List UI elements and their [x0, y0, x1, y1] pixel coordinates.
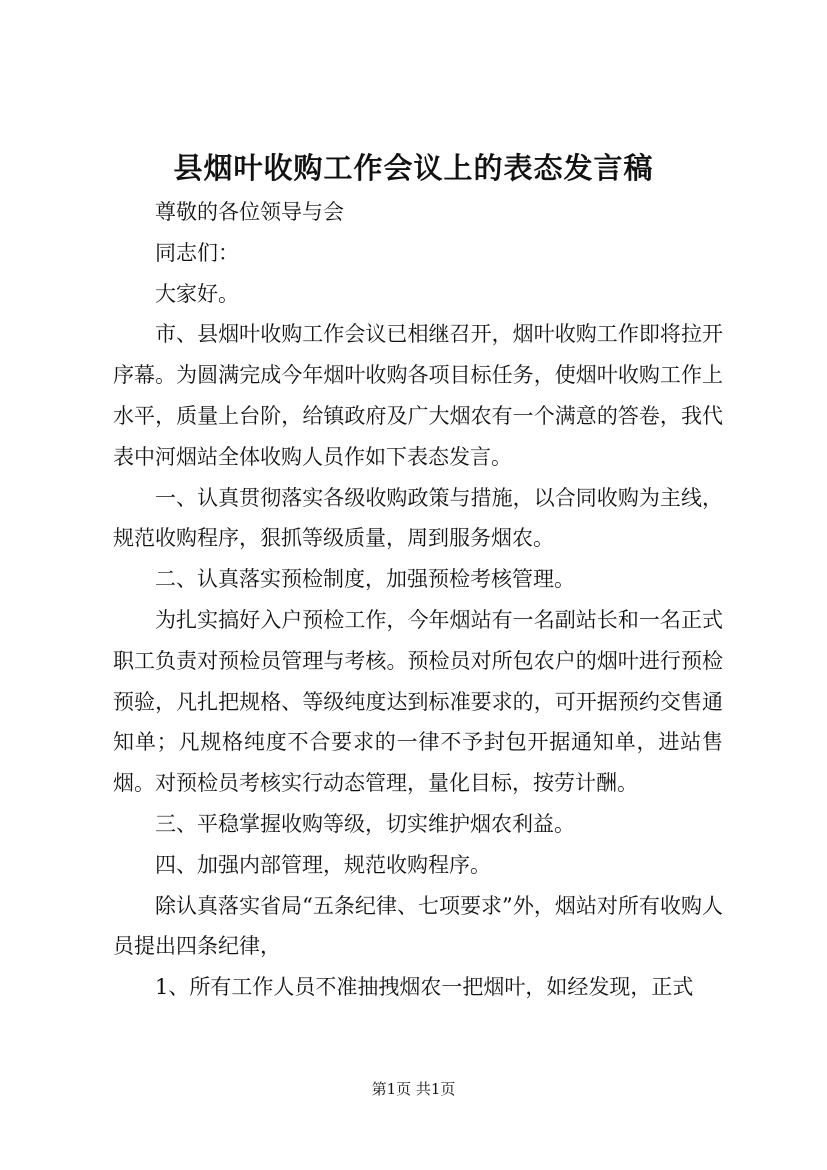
greeting: 大家好。 [155, 281, 239, 306]
paragraph-discipline: 除认真落实省局“五条纪律、七项要求”外，烟站对所有收购人员提出四条纪律， [113, 893, 723, 959]
paragraph-point-2: 二、认真落实预检制度，加强预检考核管理。 [155, 567, 575, 592]
salutation-line-2: 同志们： [155, 240, 239, 265]
paragraph-point-1: 一、认真贯彻落实各级收购政策与措施，以合同收购为主线，规范收购程序，狠抓等级质量，周到服务烟农。 [113, 485, 723, 551]
page-footer: 第1页 共1页 [371, 1080, 456, 1098]
paragraph-intro: 市、县烟叶收购工作会议已相继召开，烟叶收购工作即将拉开序幕。为圆满完成今年烟叶收购各项目标任务，使烟叶收购工作上水平，质量上台阶，给镇政府及广大烟农有一个满意的答卷，我代表中河烟站全体收购人员作如下表态发言。 [113, 322, 723, 469]
salutation-line-1: 尊敬的各位领导与会 [155, 200, 344, 224]
paragraph-rule-1: 1、所有工作人员不准抽拽烟农一把烟叶，如经发现，正式 [155, 975, 694, 1000]
paragraph-point-3: 三、平稳掌握收购等级，切实维护烟农利益。 [155, 811, 575, 836]
paragraph-precheck: 为扎实搞好入户预检工作，今年烟站有一名副站长和一名正式职工负责对预检员管理与考核。预检员对所包农户的烟叶进行预检预验，凡扎把规格、等级纯度达到标准要求的，可开据预约交售通知单；凡规格纯度不合要求的一律不予封包开据通知单，进站售烟。对预检员考核实行动态管理，量化目标，按劳计酬。 [113, 607, 723, 796]
document-title: 县烟叶收购工作会议上的表态发言稿 [173, 151, 654, 185]
paragraph-point-4: 四、加强内部管理，规范收购程序。 [155, 852, 491, 877]
document-body [113, 192, 723, 1008]
